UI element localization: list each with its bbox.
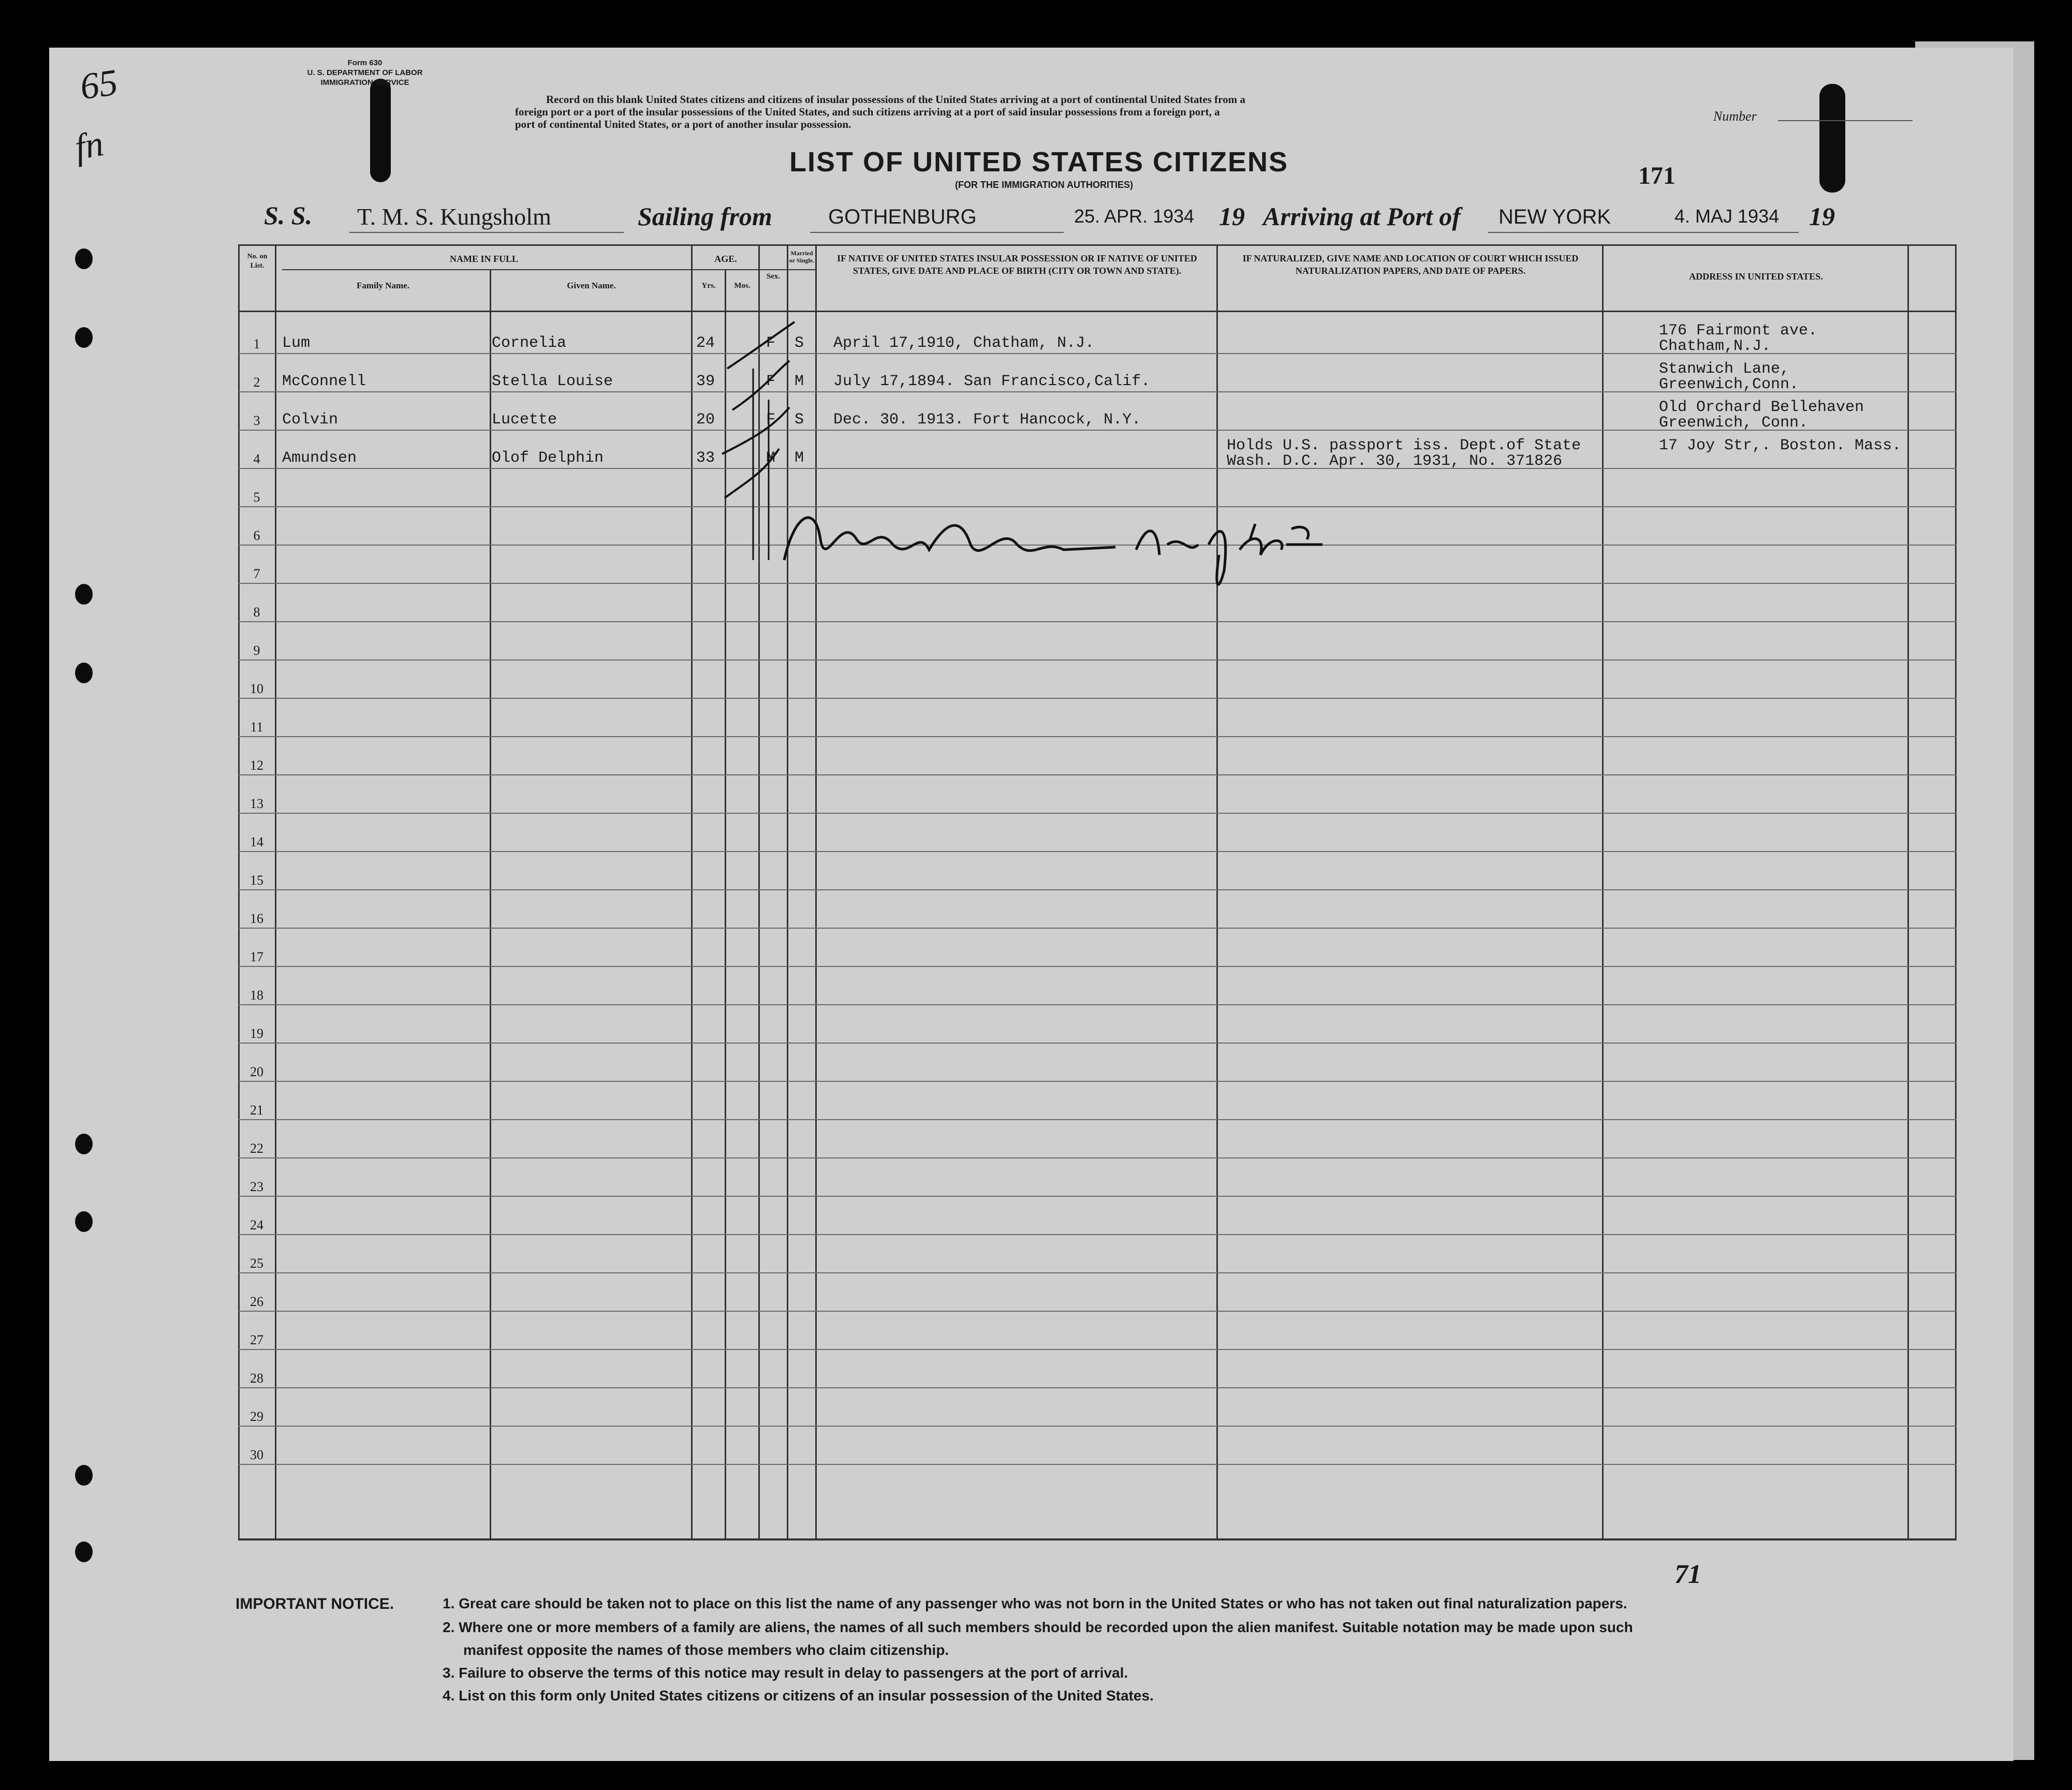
form-id-block [298, 58, 432, 87]
notice-item: manifest opposite the names of those members who claim citizenship. [463, 1642, 949, 1658]
row-number: 28 [250, 1371, 263, 1386]
row-rule [238, 1234, 1957, 1235]
row-number: 13 [250, 796, 263, 811]
row-number: 18 [250, 988, 263, 1003]
address-cell: 176 Fairmont ave. [1659, 322, 1818, 340]
row-rule [238, 851, 1957, 852]
row-rule [238, 1043, 1957, 1044]
row-rule [238, 1004, 1957, 1005]
col-divider [815, 244, 817, 1540]
number-rule [1778, 120, 1913, 121]
ss-label: S. S. [264, 201, 313, 230]
address-cell: Chatham,N.J. [1659, 338, 1771, 355]
col-header-married-single: Married or Single. [789, 250, 815, 264]
given-name-cell: Lucette [492, 411, 557, 429]
family-name-cell: Colvin [282, 411, 339, 429]
sex-cell: M [766, 449, 776, 467]
notice-heading: IMPORTANT NOTICE. [236, 1595, 394, 1612]
col-header-address: ADDRESS IN UNITED STATES. [1689, 271, 1823, 282]
birth-cell: Dec. 30. 1913. Fort Hancock, N.Y. [833, 411, 1141, 429]
col-header-mos: Mos. [734, 282, 751, 290]
sailing-port: GOTHENBURG [828, 206, 977, 228]
fill-rule [349, 232, 624, 233]
birth-cell: July 17,1894. San Francisco,Calif. [833, 373, 1151, 390]
binder-hole [75, 327, 93, 348]
marital-status-cell: M [795, 449, 804, 467]
sailing-date-stamp: 25. APR. 1934 [1074, 206, 1195, 227]
year-prefix: 19 [1809, 202, 1835, 231]
col-header-naturalized: IF NATURALIZED, GIVE NAME AND LOCATION OF COURT WHICH ISSUED NATURALIZATION PAPERS, AND DATE OF PAPERS. [1242, 253, 1579, 276]
birth-cell: April 17,1910, Chatham, N.J. [833, 334, 1095, 352]
table-top-border [238, 244, 1957, 246]
row-number: 21 [250, 1103, 263, 1118]
sex-cell: F [766, 411, 776, 429]
row-number: 17 [250, 949, 263, 964]
row-number: 5 [253, 490, 260, 505]
row-rule [238, 1081, 1957, 1082]
address-cell: 17 Joy Str,. Boston. Mass. [1659, 437, 1902, 454]
header-bottom-border [238, 311, 1957, 312]
inspector-signature [774, 493, 1369, 596]
page-note: 71 [1674, 1560, 1701, 1589]
row-number: 6 [253, 528, 260, 543]
address-cell: Greenwich, Conn. [1659, 414, 1809, 432]
col-divider [1216, 244, 1218, 1540]
row-number: 23 [250, 1179, 263, 1194]
row-rule [238, 1311, 1957, 1312]
sex-cell: F [766, 373, 776, 390]
row-number: 20 [250, 1064, 263, 1079]
family-name-cell: Amundsen [282, 449, 357, 467]
ink-redaction-left [370, 79, 391, 182]
row-number: 9 [253, 643, 260, 658]
margin-note-bottom: fn [71, 123, 107, 168]
row-rule [238, 736, 1957, 737]
binder-hole [75, 1134, 93, 1154]
row-number: 4 [253, 451, 260, 466]
notice-item: 2. Where one or more members of a family are aliens, the names of all such members should be recorded upon the alien manifest. Suitable notation may be made upon such [443, 1619, 1633, 1635]
given-name-cell: Stella Louise [492, 373, 613, 390]
row-number: 30 [250, 1447, 263, 1462]
row-rule [238, 774, 1957, 775]
row-rule [238, 1157, 1957, 1158]
given-name-cell: Cornelia [492, 334, 567, 352]
row-number: 8 [253, 605, 260, 620]
naturalization-cell: Wash. D.C. Apr. 30, 1931, No. 371826 [1227, 452, 1563, 470]
service-name: IMMIGRATION SERVICE [320, 78, 409, 87]
col-divider [1602, 244, 1604, 1540]
row-rule [238, 966, 1957, 967]
binder-hole [75, 1211, 93, 1232]
row-rule [238, 1119, 1957, 1120]
binder-hole [75, 1465, 93, 1486]
ship-name: T. M. S. Kungsholm [357, 203, 551, 230]
sailing-label: Sailing from [638, 202, 772, 231]
sex-cell: F [766, 334, 776, 352]
arriving-date-stamp: 4. MAJ 1934 [1674, 206, 1780, 227]
age-years-cell: 20 [696, 411, 715, 429]
col-divider [691, 244, 693, 1540]
number-label: Number [1713, 109, 1757, 124]
family-name-cell: Lum [282, 334, 311, 352]
header-subdivider [282, 269, 815, 270]
instruction-block [515, 93, 1245, 130]
instruction-line: port of continental United States, or a port of another insular possession. [515, 118, 851, 130]
row-number: 29 [250, 1409, 263, 1424]
row-number: 10 [250, 681, 263, 696]
row-rule [238, 1387, 1957, 1388]
arriving-port: NEW YORK [1498, 206, 1611, 228]
col-header-name-in-full: NAME IN FULL [449, 254, 518, 264]
manifest-sheet [49, 48, 2014, 1761]
row-number: 22 [250, 1141, 263, 1156]
age-years-cell: 33 [696, 449, 715, 467]
col-header-birth: IF NATIVE OF UNITED STATES INSULAR POSSESSION OR IF NATIVE OF UNITED STATES, GIVE DATE AND PLACE OF BIRTH (CITY OR TOWN AND STATE). [837, 253, 1197, 276]
naturalization-cell: Holds U.S. passport iss. Dept.of State [1227, 437, 1581, 454]
binder-hole [75, 248, 93, 269]
row-number: 2 [253, 375, 260, 390]
given-name-cell: Olof Delphin [492, 449, 604, 467]
row-number: 27 [250, 1332, 263, 1347]
age-years-cell: 24 [696, 334, 715, 352]
fill-rule [810, 232, 1064, 233]
binder-hole [75, 584, 93, 605]
row-rule [238, 1464, 1957, 1465]
col-header-sex: Sex. [766, 272, 781, 281]
address-cell: Greenwich,Conn. [1659, 376, 1799, 393]
col-divider [1907, 244, 1909, 1540]
address-cell: Old Orchard Bellehaven [1659, 399, 1864, 416]
row-number: 14 [250, 834, 263, 849]
notice-item: 1. Great care should be taken not to place on this list the name of any passenger who was not born in the United States or who has not taken out final naturalization papers. [443, 1595, 1627, 1611]
row-rule [238, 928, 1957, 929]
age-years-cell: 39 [696, 373, 715, 390]
instruction-line: foreign port or a port of the insular possessions of the United States, and such citizens arriving at a port of said insular possessions from a foreign port, a [515, 106, 1220, 118]
marital-status-cell: S [795, 411, 804, 429]
row-number: 1 [253, 336, 260, 351]
marital-status-cell: S [795, 334, 804, 352]
row-rule [238, 468, 1957, 469]
family-name-cell: McConnell [282, 373, 366, 390]
department-name: U. S. DEPARTMENT OF LABOR [307, 68, 423, 77]
marital-status-cell: M [795, 373, 804, 390]
page-title: LIST OF UNITED STATES CITIZENS [789, 146, 1288, 178]
binder-hole [75, 1542, 93, 1562]
row-rule [238, 1272, 1957, 1273]
col-header-no: No. on List. [247, 253, 268, 270]
row-number: 24 [250, 1217, 263, 1233]
row-rule [238, 1349, 1957, 1350]
notice-item: 4. List on this form only United States citizens or citizens of an insular possession of the United States. [443, 1688, 1154, 1704]
ink-redaction-right [1819, 84, 1845, 193]
row-rule [238, 1426, 1957, 1427]
page-subtitle: (FOR THE IMMIGRATION AUTHORITIES) [955, 180, 1133, 190]
col-header-family-name: Family Name. [357, 281, 409, 290]
margin-note-top: 65 [77, 61, 121, 108]
row-number: 25 [250, 1256, 263, 1271]
instruction-line: Record on this blank United States citizens and citizens of insular possessions of the United States arriving at a port of continental United States from a [546, 93, 1245, 106]
row-rule [238, 621, 1957, 622]
col-header-yrs: Yrs. [701, 282, 716, 290]
row-rule [238, 889, 1957, 890]
row-number: 11 [250, 720, 263, 735]
binder-hole [75, 663, 93, 683]
row-rule [238, 698, 1957, 699]
year-prefix: 19 [1219, 202, 1245, 231]
notice-item: 3. Failure to observe the terms of this notice may result in delay to passengers at the port of arrival. [443, 1665, 1128, 1681]
list-number: 171 [1638, 162, 1676, 189]
row-number: 26 [250, 1294, 263, 1309]
table-bottom-border [238, 1538, 1957, 1540]
arriving-label: Arriving at Port of [1263, 202, 1461, 231]
fill-rule [1488, 232, 1799, 233]
row-number: 15 [250, 873, 263, 888]
row-number: 16 [250, 911, 263, 926]
row-number: 7 [253, 566, 260, 581]
row-rule [238, 659, 1957, 661]
table-right-border [1955, 244, 1957, 1540]
row-number: 12 [250, 758, 263, 773]
col-divider [275, 244, 276, 1540]
row-number: 3 [253, 413, 260, 428]
form-number: Form 630 [347, 58, 383, 67]
col-header-given-name: Given Name. [567, 281, 616, 290]
row-number: 19 [250, 1026, 263, 1041]
row-rule [238, 1196, 1957, 1197]
address-cell: Stanwich Lane, [1659, 360, 1790, 378]
row-rule [238, 813, 1957, 814]
col-header-age: AGE. [714, 254, 737, 264]
